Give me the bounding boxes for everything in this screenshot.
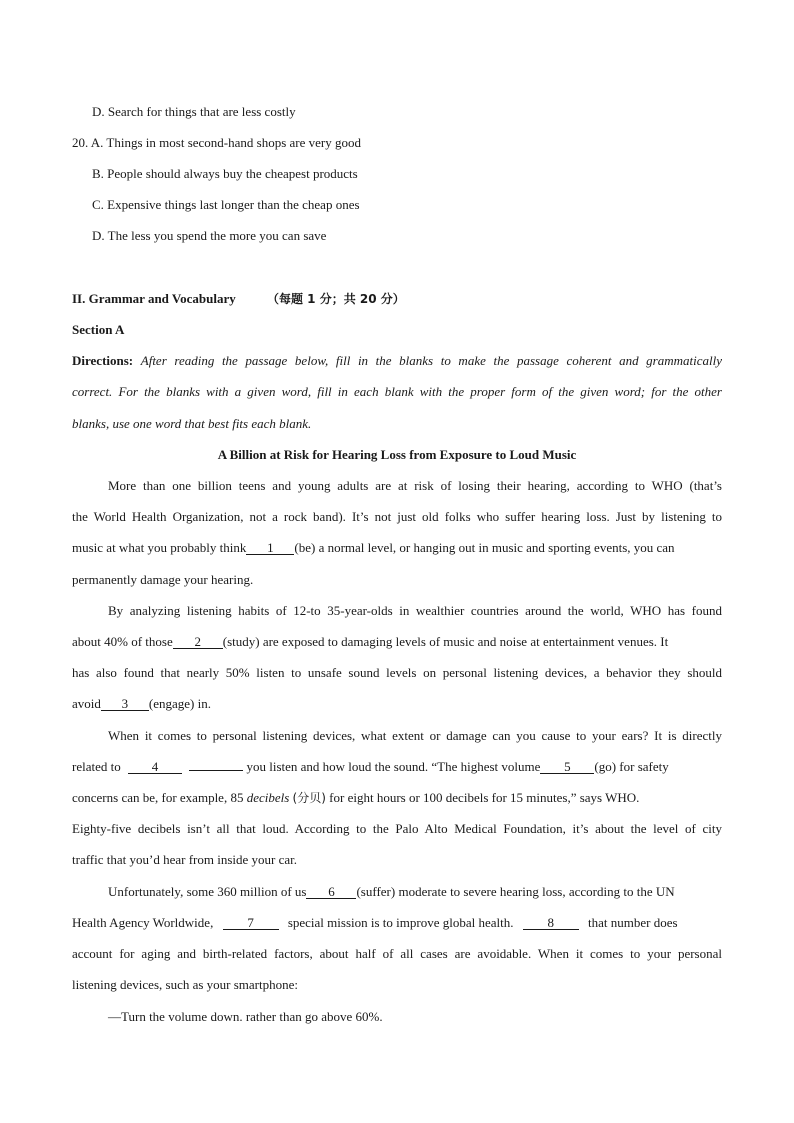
- p3-line-1: [108, 728, 722, 744]
- directions-text-1: After reading the passage below, fill in the blanks to make the passage coherent and grammatically: [140, 353, 723, 368]
- p3-line-3: [72, 790, 639, 806]
- p1-line-2: [72, 509, 722, 525]
- p2-line-2: [72, 634, 668, 650]
- passage-title: A Billion at Risk for Hearing Loss from Exposure to Loud Music: [217, 447, 577, 462]
- p3-text-5: traffic that you’d hear from inside your car.: [72, 852, 298, 867]
- p3-text-2a: related to: [72, 759, 121, 774]
- blank-8[interactable]: 8: [523, 916, 579, 930]
- p2-text-1: By analyzing listening habits of 12-to 35-year-olds in wealthier countries around the world, WHO has found: [108, 603, 722, 618]
- p1-text-3a: music at what you probably think: [72, 540, 247, 555]
- q19-option-d[interactable]: D. Search for things that are less costly: [92, 104, 296, 119]
- p1-text-2: the World Health Organization, not a rock band). It’s not just old folks who suffer hearing loss. Just by listening to: [72, 509, 722, 524]
- blank-4[interactable]: 4: [128, 760, 182, 774]
- p2-line-1: [108, 603, 722, 619]
- p5-text-1: —Turn the volume down. rather than go above 60%.: [108, 1009, 383, 1024]
- q20-option-a[interactable]: 20. A. Things in most second-hand shops are very good: [72, 135, 361, 150]
- blank-7[interactable]: 7: [223, 916, 279, 930]
- p1-line-3: [72, 540, 675, 556]
- p2-line-3: [72, 665, 722, 681]
- p4-text-1b: (suffer) moderate to severe hearing loss, according to the UN: [356, 884, 675, 899]
- p2-text-3: has also found that nearly 50% listen to unsafe sound levels on personal listening devices, a behavior they should: [72, 665, 722, 680]
- directions-text-3: blanks, use one word that best fits each blank.: [72, 416, 312, 431]
- q20-option-d[interactable]: D. The less you spend the more you can save: [92, 228, 327, 243]
- p2-text-2b: (study) are exposed to damaging levels of music and noise at entertainment venues. It: [222, 634, 669, 649]
- blank-5[interactable]: 5: [540, 760, 594, 774]
- p3-line-2: [72, 759, 669, 775]
- p3-line-4: [72, 821, 722, 837]
- p3-text-1: When it comes to personal listening devices, what extent or damage can you cause to your ears? It is directly: [108, 728, 722, 743]
- blank-2[interactable]: 2: [173, 635, 223, 649]
- p3-text-3b: for eight hours or 100 decibels for 15 minutes,” says WHO.: [329, 790, 640, 805]
- p4-text-2a: Health Agency Worldwide,: [72, 915, 214, 930]
- part2-heading-text: II. Grammar and Vocabulary: [72, 291, 236, 306]
- p4-text-4: listening devices, such as your smartphone:: [72, 977, 299, 992]
- p2-line-4: [72, 696, 211, 712]
- directions-label: Directions:: [72, 353, 134, 368]
- decibels-chinese: (分贝): [292, 791, 326, 805]
- decibels-word: decibels: [246, 790, 290, 805]
- p4-text-1a: Unfortunately, some 360 million of us: [108, 884, 307, 899]
- p4-text-2c: that number does: [588, 915, 678, 930]
- p3-text-4: Eighty-five decibels isn’t all that loud. According to the Palo Alto Medical Foundation, it’s about the level of city: [72, 821, 722, 836]
- directions-text-2: correct. For the blanks with a given word, fill in each blank with the proper form of the given word; for the other: [72, 384, 722, 399]
- p4-line-3: [72, 946, 722, 962]
- directions-line-2: [72, 384, 722, 400]
- p1-text-3b: (be) a normal level, or hanging out in music and sporting events, you can: [294, 540, 675, 555]
- p1-line-1: [108, 478, 722, 494]
- blank-4-extension[interactable]: [189, 770, 243, 771]
- section-a-heading: Section A: [72, 322, 125, 337]
- p4-line-2: [72, 915, 678, 931]
- q20-option-b[interactable]: B. People should always buy the cheapest products: [92, 166, 358, 181]
- p3-text-2c: (go) for safety: [594, 759, 669, 774]
- score-note: （每题 1 分；共 20 分）: [266, 292, 405, 306]
- blank-3[interactable]: 3: [101, 697, 149, 711]
- p2-text-4a: avoid: [72, 696, 101, 711]
- p2-text-4b: (engage) in.: [148, 696, 211, 711]
- p1-text-4: permanently damage your hearing.: [72, 572, 254, 587]
- p3-text-2b: you listen and how loud the sound. “The highest volume: [246, 759, 541, 774]
- part2-heading: [72, 291, 405, 307]
- p4-line-1: [108, 884, 675, 900]
- q20-option-c[interactable]: C. Expensive things last longer than the cheap ones: [92, 197, 360, 212]
- p4-text-3: account for aging and birth-related factors, about half of all cases are avoidable. When it comes to your personal: [72, 946, 722, 961]
- p2-text-2a: about 40% of those: [72, 634, 173, 649]
- p1-text-1: More than one billion teens and young adults are at risk of losing their hearing, according to WHO (that’s: [108, 478, 722, 493]
- p3-text-3a: concerns can be, for example, 85: [72, 790, 244, 805]
- blank-1[interactable]: 1: [246, 541, 294, 555]
- blank-6[interactable]: 6: [306, 885, 356, 899]
- directions-line-1: [72, 353, 722, 369]
- p4-text-2b: special mission is to improve global health.: [287, 915, 514, 930]
